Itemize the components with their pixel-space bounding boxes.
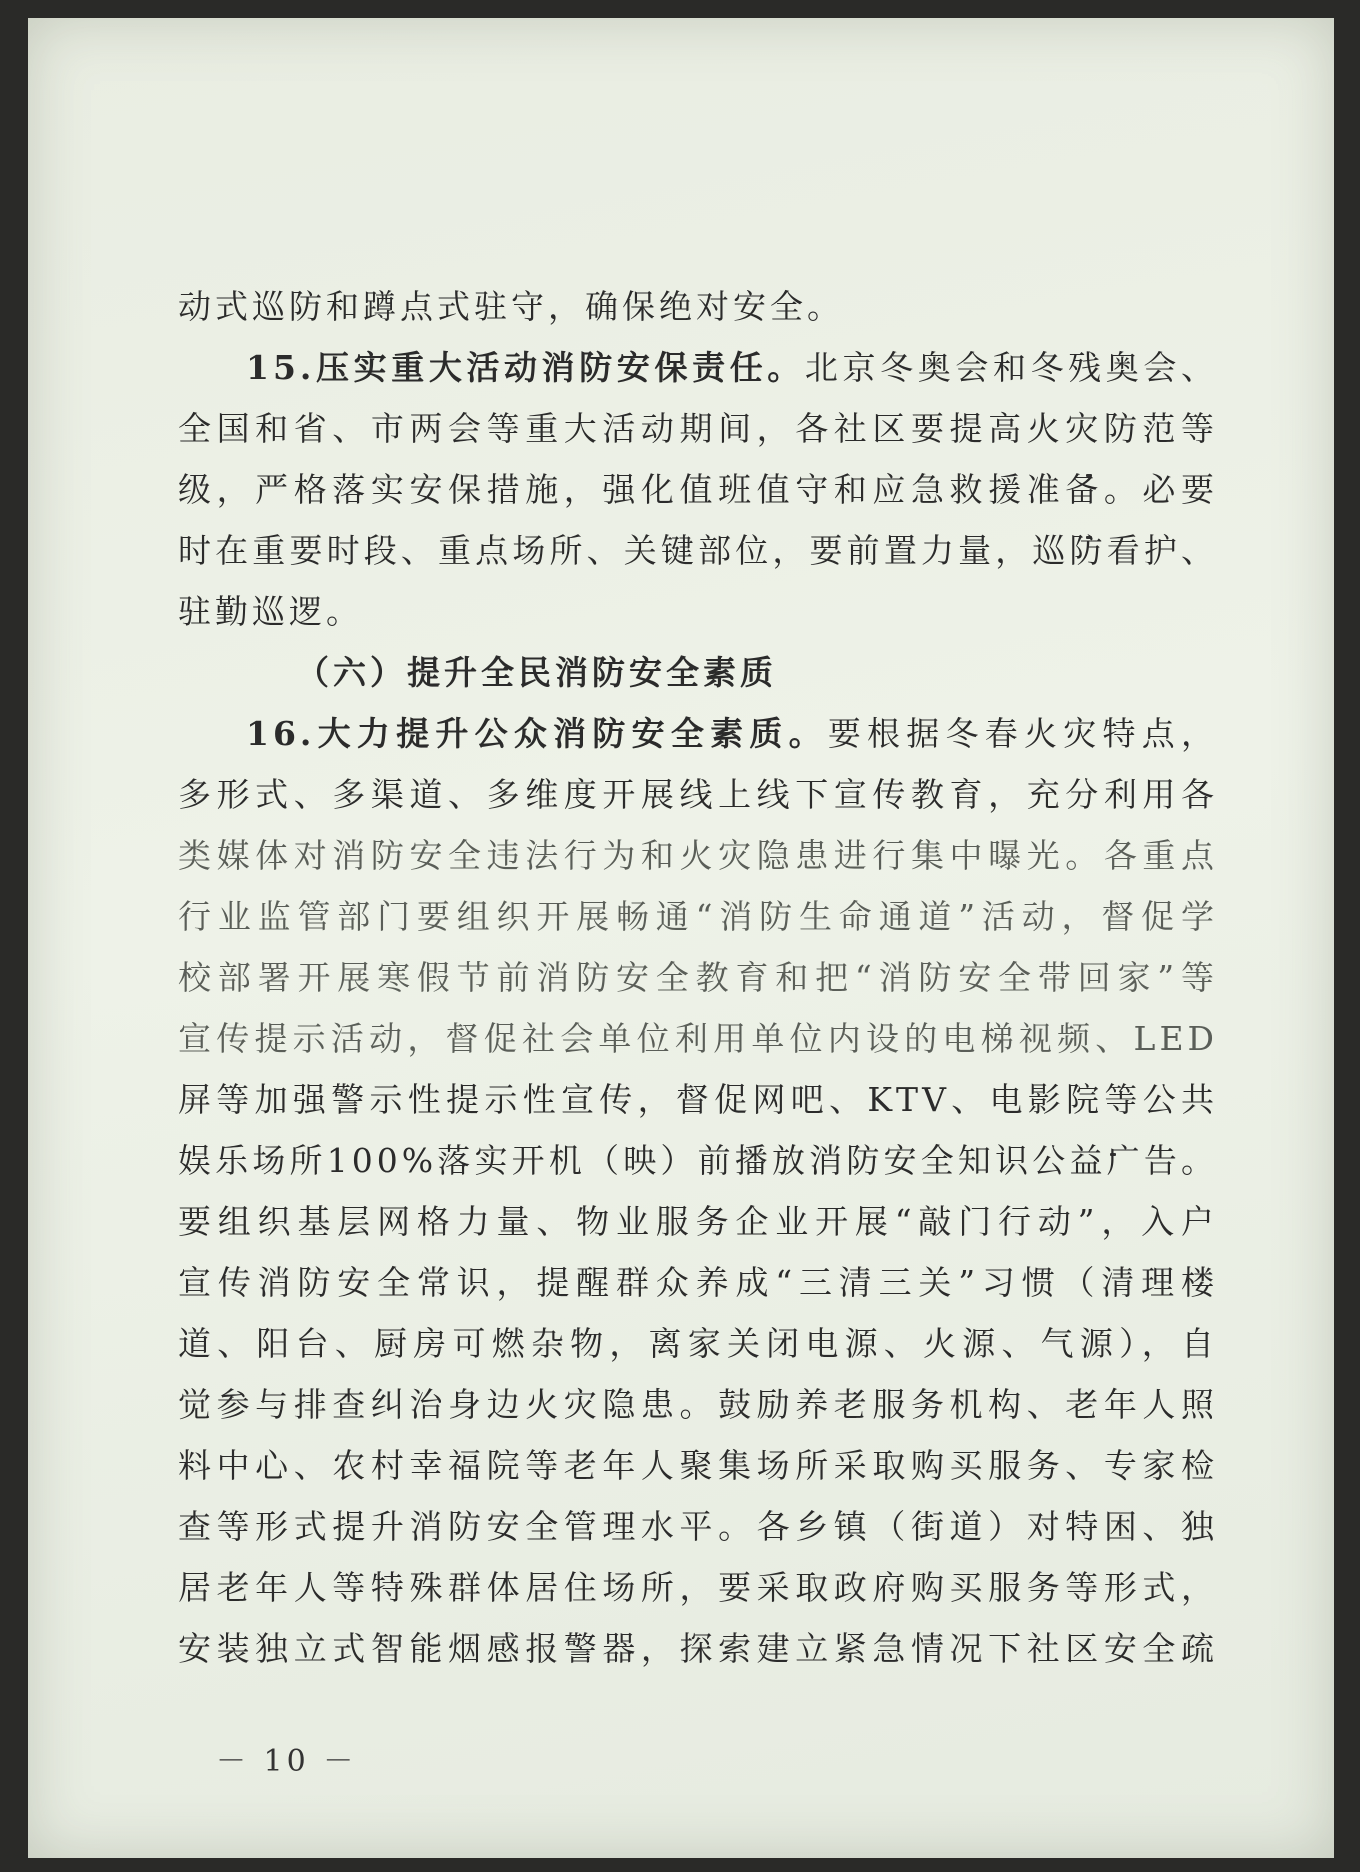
text-line: 宣传消防安全常识，提醒群众养成“三清三关”习惯（清理楼: [178, 1263, 1218, 1302]
page-number: － 10 －: [216, 1744, 358, 1779]
text-line: 动式巡防和蹲点式驻守，确保绝对安全。: [178, 287, 844, 326]
text-line: 居老年人等特殊群体居住场所，要采取政府购买服务等形式，: [178, 1568, 1218, 1607]
item-15-heading: 15.压实重大活动消防安保责任。: [246, 348, 805, 387]
document-page: [28, 18, 1334, 1858]
text-line: 要根据冬春火灾特点，: [827, 714, 1218, 753]
text-line: 类媒体对消防安全违法行为和火灾隐患进行集中曝光。各重点: [178, 836, 1218, 875]
text-line: 驻勤巡逻。: [178, 592, 363, 631]
item-16-heading: 16.大力提升公众消防安全素质。: [246, 714, 828, 753]
text-line: 时在重要时段、重点场所、关键部位，要前置力量，巡防看护、: [178, 531, 1218, 570]
text-line: 道、阳台、厨房可燃杂物，离家关闭电源、火源、气源），自: [178, 1324, 1218, 1363]
text-line: 全国和省、市两会等重大活动期间，各社区要提高火灾防范等: [178, 409, 1218, 448]
item-15-first-line: [178, 337, 1218, 398]
text-line: 行业监管部门要组织开展畅通“消防生命通道”活动，督促学: [178, 897, 1218, 936]
body-text: [178, 276, 1218, 1679]
text-line: 料中心、农村幸福院等老年人聚集场所采取购买服务、专家检: [178, 1446, 1218, 1485]
text-line: 北京冬奥会和冬残奥会、: [804, 348, 1218, 387]
text-line: 查等形式提升消防安全管理水平。各乡镇（街道）对特困、独: [178, 1507, 1218, 1546]
text-line: 觉参与排查纠治身边火灾隐患。鼓励养老服务机构、老年人照: [178, 1385, 1218, 1424]
text-line: 级，严格落实安保措施，强化值班值守和应急救援准备。必要: [178, 470, 1218, 509]
text-line: 多形式、多渠道、多维度开展线上线下宣传教育，充分利用各: [178, 775, 1218, 814]
item-16-first-line: [178, 703, 1218, 764]
text-line: 安装独立式智能烟感报警器，探索建立紧急情况下社区安全疏: [178, 1629, 1218, 1668]
section-heading: （六）提升全民消防安全素质: [296, 653, 777, 692]
text-line: 校部署开展寒假节前消防安全教育和把“消防安全带回家”等: [178, 958, 1218, 997]
text-line: 屏等加强警示性提示性宣传，督促网吧、KTV、电影院等公共: [178, 1080, 1218, 1119]
text-line: 宣传提示活动，督促社会单位利用单位内设的电梯视频、LED: [178, 1019, 1218, 1058]
text-line: 娱乐场所100%落实开机（映）前播放消防安全知识公益广告。: [178, 1141, 1218, 1180]
text-line: 要组织基层网格力量、物业服务企业开展“敲门行动”，入户: [178, 1202, 1218, 1241]
